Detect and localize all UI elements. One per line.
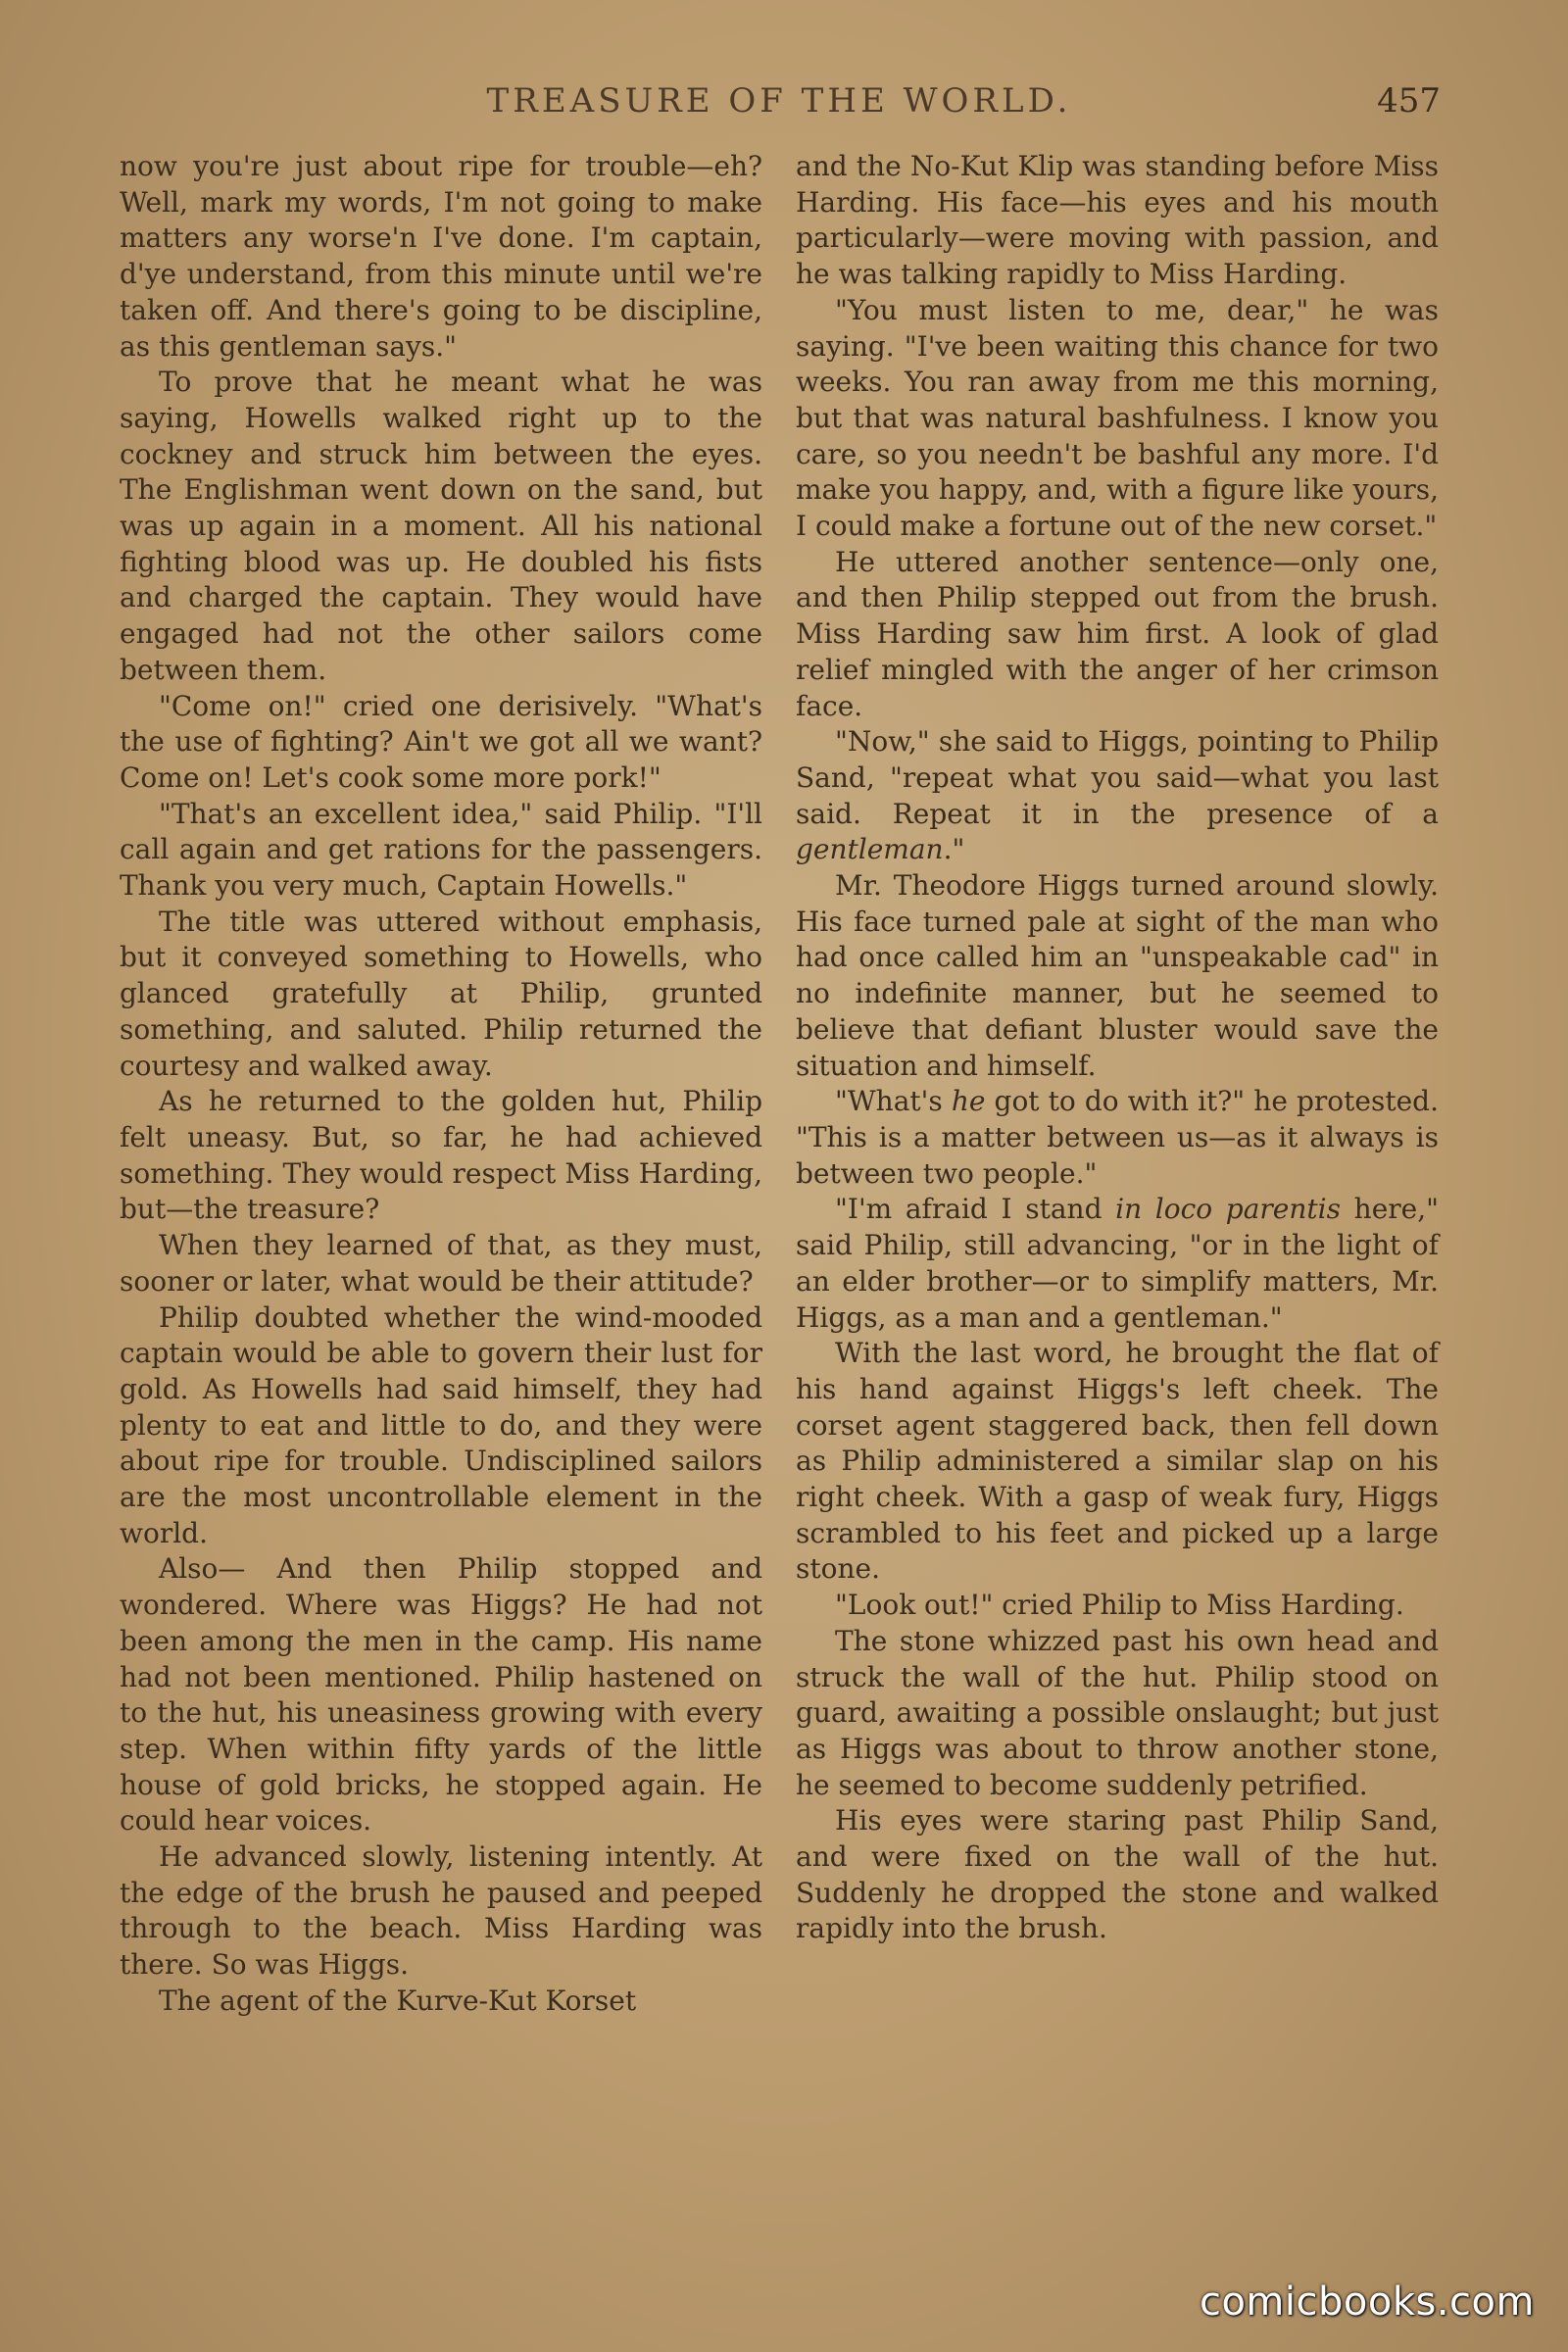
paragraph: "Look out!" cried Philip to Miss Harding. [835,1589,1404,1622]
paragraph [796,1192,1439,1336]
running-title: TREASURE OF THE WORLD. [486,81,1072,121]
italic-text: gentleman [796,833,944,866]
page-number: 457 [1377,81,1441,121]
text-run: ." [943,833,965,866]
text-run: "I'm afraid I stand [835,1193,1116,1226]
watermark: comicbooks.com [1199,2279,1535,2325]
paragraph: Mr. Theodore Higgs turned around slowly. His face turned pale at sight of the man who had once called him an "unspeakable cad" in no indefinite manner, but he seemed to believe that defiant bluster would save the situation and himself. [796,869,1439,1082]
paragraph: Also— And then Philip stopped and wondered. Where was Higgs? He had not been among the men in the camp. His name had not been mentioned. Philip hastened on to the hut, his uneasiness growing with every step. When within fifty yards of the little house of gold bricks, he stopped again. He could hear voices. [120,1552,762,1838]
paragraph: His eyes were staring past Philip Sand, and were fixed on the wall of the hut. Suddenly he dropped the stone and walked rapidly into the brush. [796,1804,1439,1945]
paragraph: As he returned to the golden hut, Philip felt uneasy. But, so far, he had achieved something. They would respect Miss Harding, but—the treasure? [120,1085,762,1226]
paragraph: The stone whizzed past his own head and struck the wall of the hut. Philip stood on guard, awaiting a possible onslaught; but just as Higgs was about to throw another stone, he seemed to become suddenly petrified. [796,1624,1439,1801]
paragraph: The title was uttered without emphasis, but it conveyed something to Howells, who glanced gratefully at Philip, grunted something, and saluted. Philip returned the courtesy and walked away. [120,905,762,1082]
paragraph: and the No-Kut Klip was standing before Miss Harding. His face—his eyes and his mouth particularly—were moving with passion, and he was talking rapidly to Miss Harding. [796,150,1439,291]
paragraph: The agent of the Kurve-Kut Korset [159,1984,637,2017]
left-column [120,149,762,2020]
italic-text: in loco parentis [1115,1193,1341,1226]
paragraph: "That's an excellent idea," said Philip. "I'll call again and get rations for the passengers. Thank you very much, Captain Howells." [120,797,762,903]
paragraph: To prove that he meant what he was saying, Howells walked right up to the cockney and struck him between the eyes. The Englishman went down on the sand, but was up again in a moment. All his national fighting blood was up. He doubled his fists and charged the captain. They would have engaged had not the other sailors come between them. [120,366,762,686]
paragraph: When they learned of that, as they must, sooner or later, what would be their attitude? [120,1229,762,1298]
paragraph: now you're just about ripe for trouble—eh? Well, mark my words, I'm not going to make matters any worse'n I've done. I'm captain, d'ye understand, from this minute until we're taken off. And there's going to be discipline, as this gentleman says." [120,150,762,363]
paragraph [796,724,1439,868]
paragraph: He uttered another sentence—only one, and then Philip stepped out from the brush. Miss Harding saw him first. A look of glad relief mingled with the anger of her crimson face. [796,545,1439,722]
paragraph: Philip doubted whether the wind-mooded captain would be able to govern their lust for gold. As Howells had said himself, they had plenty to eat and little to do, and they were about ripe for trouble. Undisciplined sailors are the most uncontrollable element in the world. [120,1300,762,1549]
italic-text: he [951,1085,986,1118]
running-head [118,76,1441,125]
text-run: here," said Philip, still advancing, "or in the light of an elder brother—or to simplify matters, Mr. Higgs, as a man and a gentleman." [796,1193,1439,1334]
paragraph: "Come on!" cried one derisively. "What's the use of fighting? Ain't we got all we want? Come on! Let's cook some more pork!" [120,689,762,794]
paragraph: With the last word, he brought the flat of his hand against Higgs's left cheek. The corset agent staggered back, then fell down as Philip administered a similar slap on his right cheek. With a gasp of weak fury, Higgs scrambled to his feet and picked up a large stone. [796,1337,1439,1586]
text-run: "Now," she said to Higgs, pointing to Philip Sand, "repeat what you said—what you last said. Repeat it in the presence of a [796,725,1439,830]
paragraph: "You must listen to me, dear," he was saying. "I've been waiting this chance for two weeks. You ran away from me this morning, but that was natural bashfulness. I know you care, so you needn't be bashful any more. I'd make you happy, and, with a figure like yours, I could make a fortune out of the new corset." [796,293,1439,543]
paragraph [796,1084,1439,1192]
text-run: got to do with it?" he protested. "This is a matter between us—as it always is between two people." [796,1085,1439,1190]
right-column [796,149,1439,1947]
paragraph: He advanced slowly, listening intently. At the edge of the brush he paused and peeped through to the beach. Miss Harding was there. So was Higgs. [120,1840,762,1982]
text-run: "What's [835,1085,952,1118]
